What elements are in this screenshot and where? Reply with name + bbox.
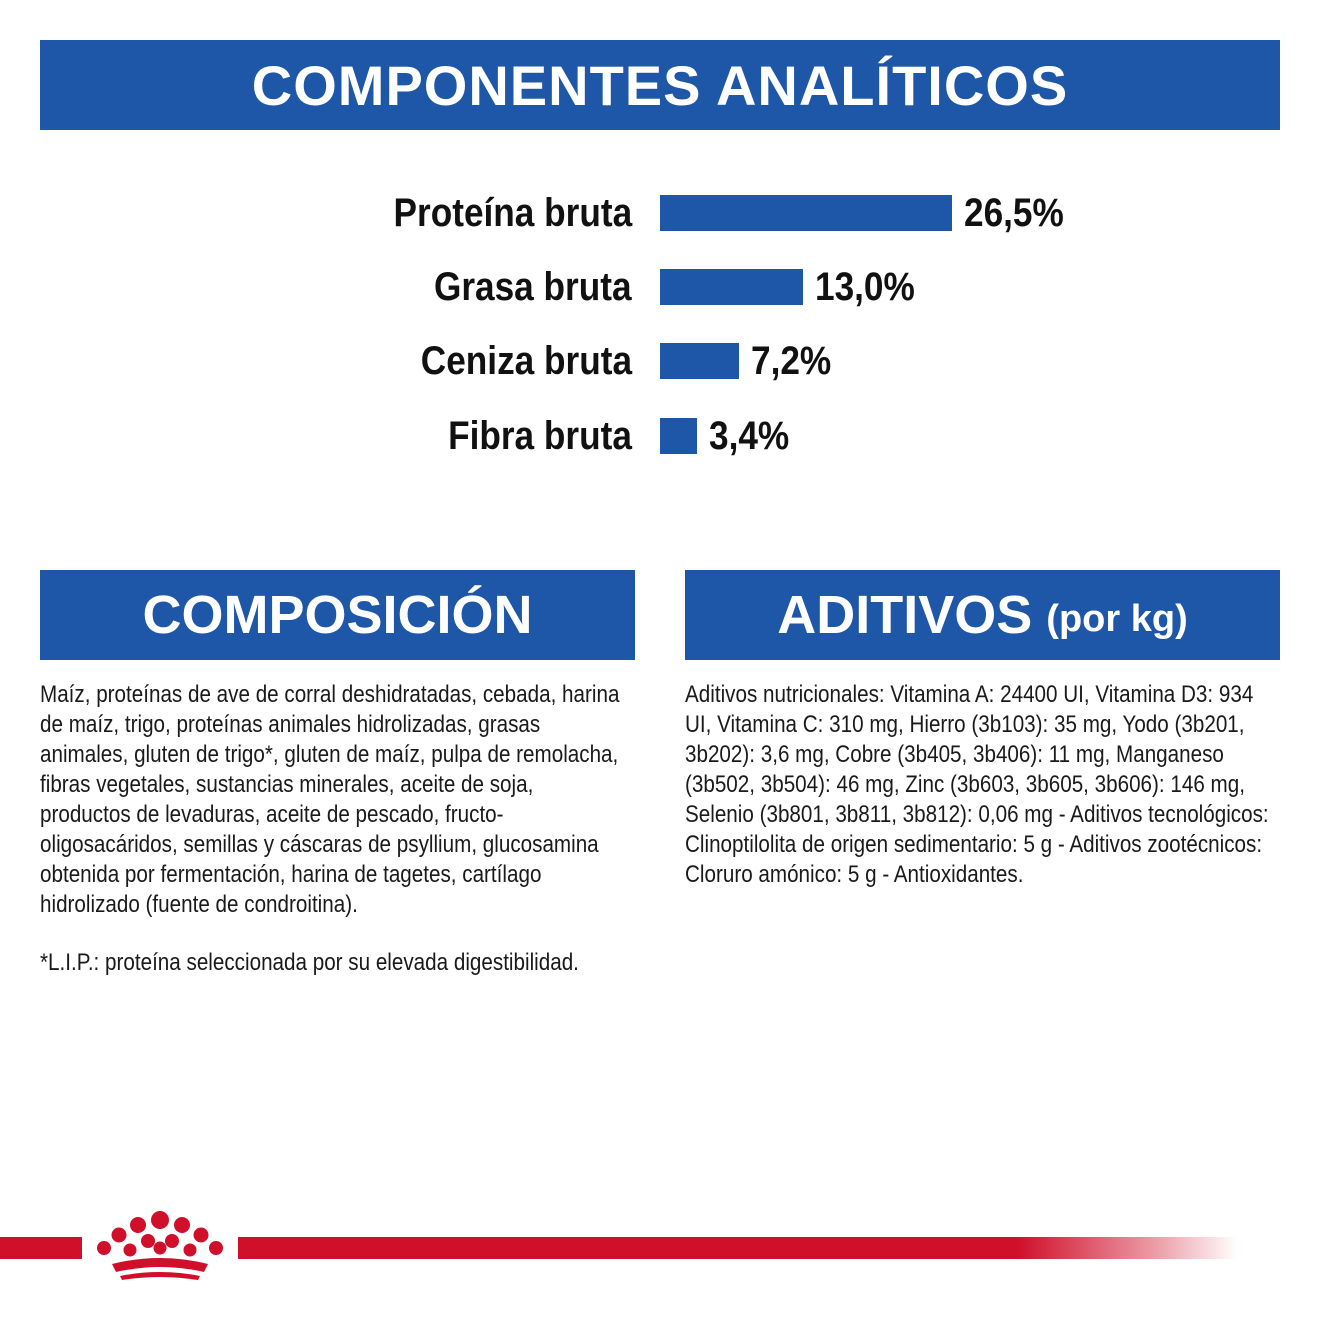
nutrient-row-protein: [0, 193, 1320, 233]
nutrient-label: Grasa bruta: [434, 265, 632, 309]
additives-title-suffix: (por kg): [1046, 597, 1188, 640]
nutrient-bar: [660, 195, 952, 231]
nutrient-row-fat: [0, 267, 1320, 307]
nutrient-value: 13,0%: [815, 265, 915, 309]
nutrient-label: Proteína bruta: [393, 191, 632, 235]
nutrient-row-fiber: [0, 416, 1320, 456]
footer-red-line-right: [238, 1237, 1238, 1259]
royal-canin-crown-icon: [90, 1208, 230, 1282]
lip-footnote: *L.I.P.: proteína seleccionada por su elevada digestibilidad.: [40, 949, 579, 976]
analytical-components-title: COMPONENTES ANALÍTICOS: [251, 53, 1069, 117]
nutrient-label: Ceniza bruta: [420, 339, 632, 383]
additives-title: ADITIVOS: [777, 585, 1033, 645]
nutrient-value: 3,4%: [709, 414, 790, 458]
composition-text: Maíz, proteínas de ave de corral deshidratadas, cebada, harina de maíz, trigo, proteínas animales hidrolizadas, grasas animales, gluten de trigo*, gluten de maíz, pulpa de remolacha, fibras vegetales, sustancias minerales, aceite de soja, productos de levaduras, aceite de pescado, fructo-oligosacáridos, semillas y cáscaras de psyllium, glucosamina obtenida por fermentación, harina de tagetes, cartílago hidrolizado (fuente de condroitina).: [40, 681, 620, 918]
nutrient-bar: [660, 343, 739, 379]
nutrient-bar: [660, 269, 803, 305]
nutrient-value: 7,2%: [751, 339, 832, 383]
nutrient-value: 26,5%: [964, 191, 1064, 235]
nutrient-label: Fibra bruta: [448, 414, 632, 458]
nutrient-bar: [660, 418, 697, 454]
footer-red-line-left: [0, 1237, 82, 1259]
additives-text: Aditivos nutricionales: Vitamina A: 24400 UI, Vitamina D3: 934 UI, Vitamina C: 310 mg, Hierro (3b103): 35 mg, Yodo (3b201, 3b202): 3,6 mg, Cobre (3b405, 3b406): 11 mg, Manganeso (3b502, 3b504): 46 mg, Zinc (3b603, 3b605, 3b606): 146 mg, Selenio (3b801, 3b811, 3b812): 0,06 mg - Aditivos tecnológicos: Clinoptilolita de origen sedimentario: 5 g - Aditivos zootécnicos: Cloruro amónico: 5 g - Antioxidantes.: [685, 681, 1269, 888]
nutrient-row-ash: [0, 341, 1320, 381]
additives-banner: [685, 570, 1280, 660]
composition-banner: [40, 570, 635, 660]
composition-title: COMPOSICIÓN: [142, 585, 533, 645]
analytical-components-banner: [40, 40, 1280, 130]
